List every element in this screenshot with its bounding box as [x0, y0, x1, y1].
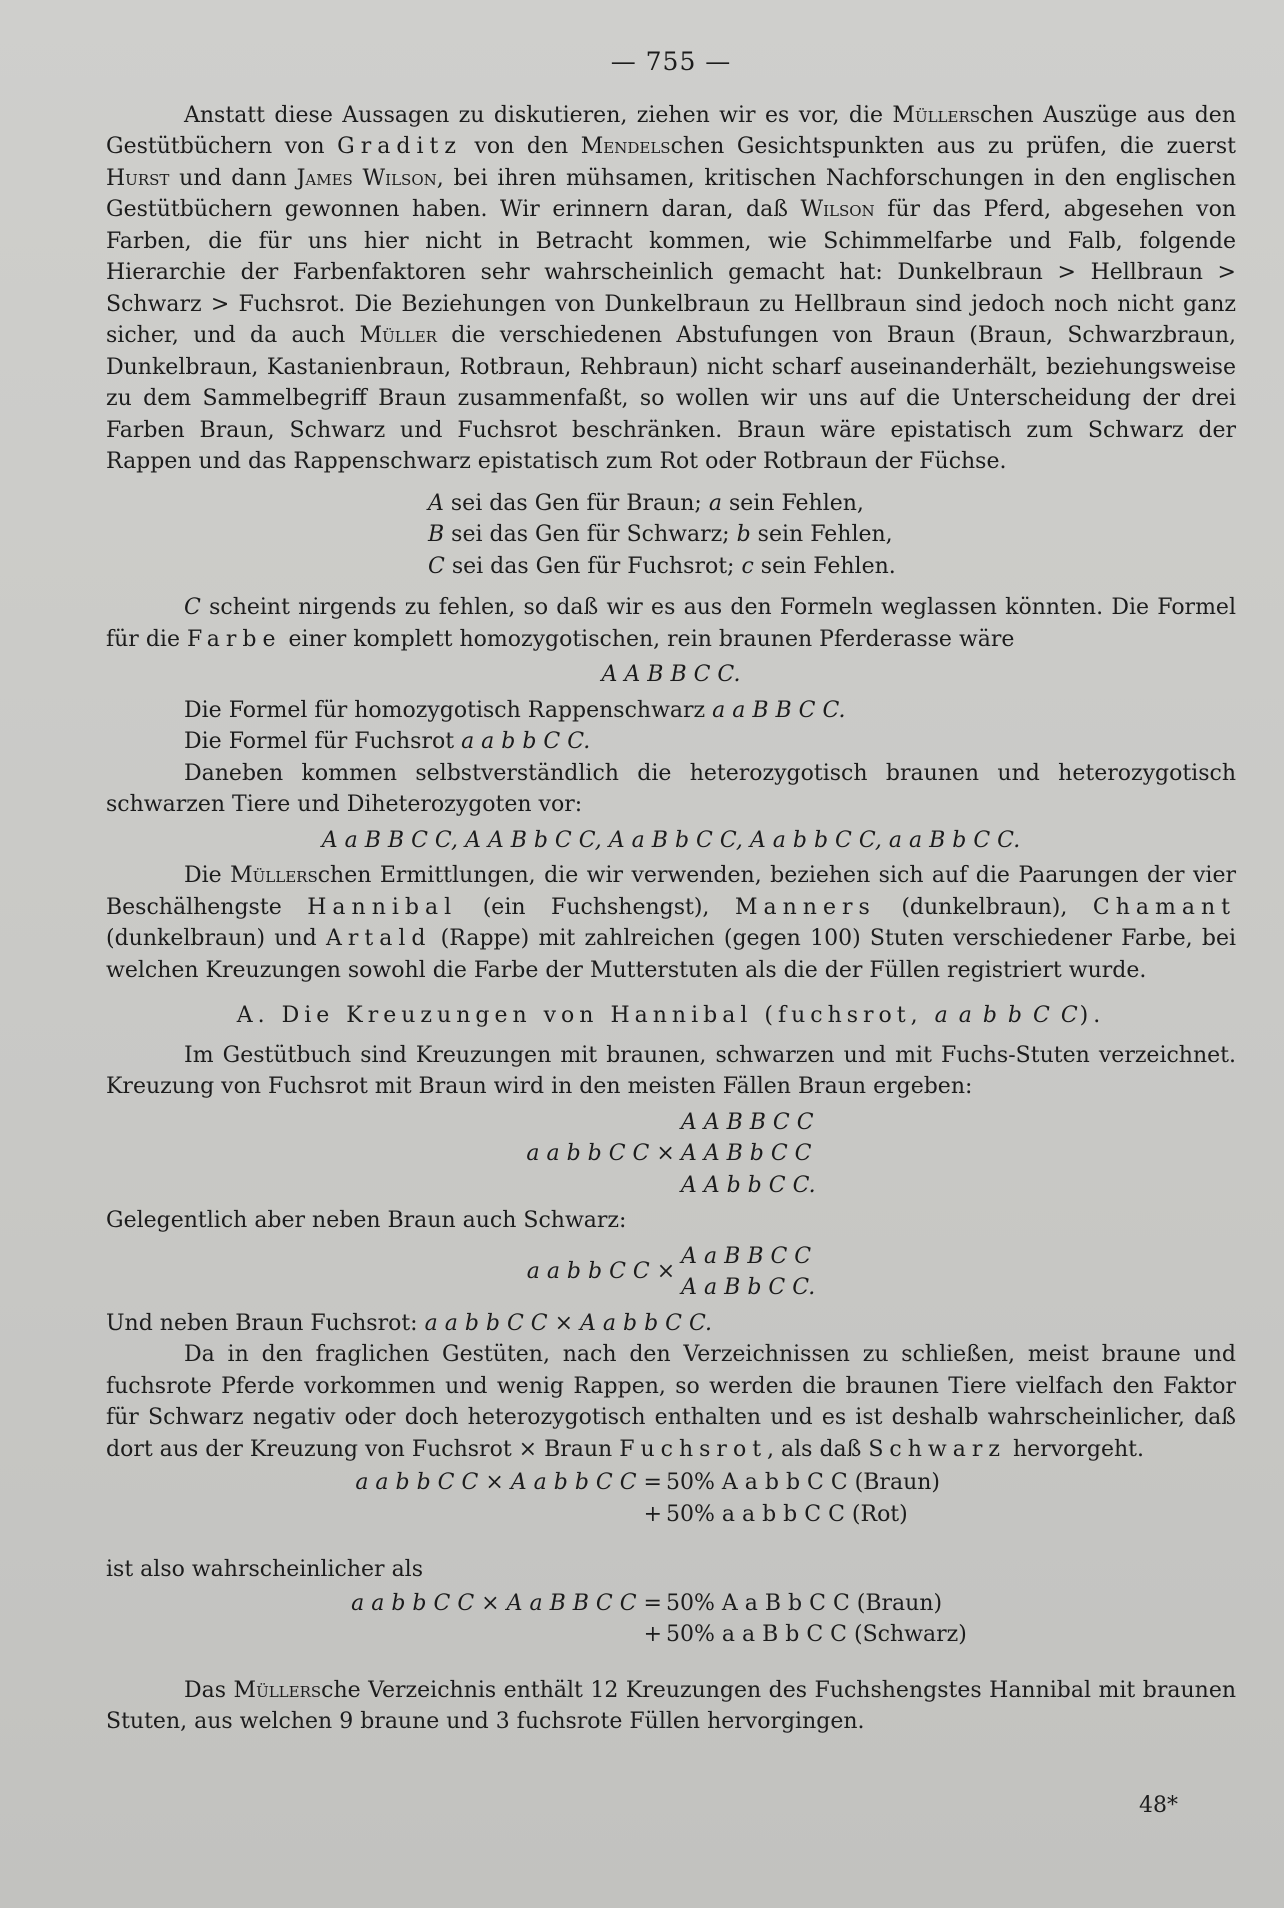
stallion-name: Chamant	[1092, 894, 1236, 920]
stallion-name: Manners	[734, 894, 876, 920]
text: sei das Gen für Fuchsrot;	[444, 553, 742, 579]
cross-braun	[106, 1107, 1236, 1202]
text: Die Formel für Fuchsrot	[184, 729, 462, 754]
page-number: — 755 —	[610, 47, 732, 76]
result-rhs: 50% A a B b C C (Braun)	[666, 1590, 943, 1616]
text: sein Fehlen,	[721, 490, 864, 516]
result-row	[106, 1467, 1236, 1499]
text: (Rappe) mit zahlreichen (gegen 100) Stuten verschiedener Farbe, bei welchen Kreuzungen sowohl die Farbe der Mutterstuten als die der Füllen registriert wurde.	[106, 926, 1237, 983]
cross-result: A a B B C C	[681, 1243, 812, 1269]
paragraph-intro	[106, 100, 1236, 478]
line-also: ist also wahrscheinlicher als	[106, 1557, 424, 1582]
text: sei das Gen für Braun;	[443, 490, 709, 516]
author-name: Müllers	[892, 102, 981, 128]
cross-schwarz	[106, 1241, 1236, 1304]
line-rappen	[106, 695, 1236, 727]
formula-rappen: a a B B C C.	[712, 697, 846, 723]
section-heading	[106, 1000, 1236, 1032]
line-gelegentlich: Gelegentlich aber neben Braun auch Schwarz:	[106, 1208, 627, 1233]
text: scheint nirgends zu fehlen, so daß wir es aus den Formeln weglassen könnten. Die Formel für die	[106, 595, 1236, 652]
text: sein Fehlen.	[753, 553, 896, 579]
gene-symbol: a	[708, 490, 722, 516]
spaced-word: Fuchsrot	[619, 1436, 768, 1462]
text: von den	[461, 134, 581, 159]
result-row	[106, 1619, 1236, 1651]
formula-fuchs: a a b b C C.	[461, 729, 591, 754]
heading-text: A. Die Kreuzungen von Hannibal (fuchsrot,	[236, 1003, 935, 1028]
text: che Verzeichnis enthält 12 Kreuzungen des Fuchshengstes Hannibal mit braunen Stuten, aus welchen 9 braune und 3 fuchsrote Füllen hervorgingen.	[106, 1677, 1237, 1734]
text: sein Fehlen,	[750, 522, 893, 547]
text: , bei ihren mühsamen, kritischen Nachforschungen in den englischen Gestütbüchern gewonnen haben. Wir erinnern daran, daß	[106, 165, 1236, 222]
paragraph-crossings: Im Gestütbuch sind Kreuzungen mit braunen, schwarzen und mit Fuchs-Stuten verzeichnet. Kreuzung von Fuchsrot mit Braun wird in den meisten Fällen Braun ergeben:	[106, 1042, 1236, 1099]
text: und dann	[169, 165, 297, 191]
author-name: Wilson	[800, 197, 875, 222]
cross-result: A a B b C C.	[681, 1275, 816, 1300]
line-fuchs	[106, 726, 1236, 758]
stallion-name: Hannibal	[307, 894, 458, 920]
result-lhs: a a b b C C × A a b b C C =	[355, 1470, 662, 1495]
author-name: Hurst	[106, 165, 170, 191]
text: (dunkelbraun) und	[106, 926, 326, 951]
paragraph-verzeichnis	[106, 1675, 1236, 1738]
gene-definitions	[428, 488, 1236, 583]
result-rhs: 50% A a b b C C (Braun)	[666, 1470, 940, 1495]
cross-left: a a b b C C ×	[526, 1259, 676, 1285]
cross-results	[681, 1107, 816, 1202]
gene-symbol: C	[184, 595, 201, 620]
gene-symbol: B	[428, 522, 445, 547]
text: einer komplett homozygotischen, rein braunen Pferderasse wäre	[281, 626, 1015, 652]
formula-braun: A A B B C C.	[601, 662, 741, 687]
text: die verschiedenen Abstufungen von Braun (Braun, Schwarzbraun, Dunkelbraun, Kastanienbraun, Rotbraun, Rehbraun) nicht scharf auseinanderhält, beziehungsweise zu dem Sammelbegriff Braun zusammenfaßt, so wollen wir uns auf die Unterscheidung der drei Farben Braun, Schwarz und Fuchsrot beschränken. Braun wäre epistatisch zum Schwarz der Rappen und das Rappenschwarz epistatisch zum Rot oder Rotbraun der Füchse.	[106, 323, 1237, 474]
gene-line	[428, 551, 1236, 583]
text: Und neben Braun Fuchsrot:	[106, 1310, 425, 1336]
heading-text: ).	[1079, 1003, 1106, 1028]
cross-result: A A B b C C	[680, 1141, 812, 1166]
spaced-word: Schwarz	[868, 1436, 1006, 1462]
result-rhs: 50% a a B b C C (Schwarz)	[666, 1622, 967, 1647]
author-name: James Wilson	[296, 165, 437, 191]
text: Da in den fraglichen Gestüten, nach den Verzeichnissen zu schließen, meist braune und fuchsrote Pferde vorkommen und wenig Rappen, so werden die braunen Tiere vielfach den Faktor für Schwarz negativ oder doch heterozygotisch enthalten und es ist deshalb wahrscheinlicher, daß dort aus der Kreuzung von Fuchsrot × Braun	[106, 1342, 1236, 1462]
paragraph-stallions	[106, 860, 1236, 986]
author-name: Müller	[359, 323, 437, 348]
text: , als daß	[767, 1436, 869, 1462]
cross-left: a a b b C C ×	[526, 1141, 675, 1166]
text: Die Formel für homozygotisch Rappenschwarz	[184, 697, 713, 723]
text: Anstatt diese Aussagen zu diskutieren, ziehen wir es vor, die	[184, 102, 893, 128]
text: (dunkelbraun),	[875, 894, 1093, 920]
result-lhs: +	[643, 1622, 662, 1647]
paragraph-hetero: Daneben kommen selbstverständlich die heterozygotisch braunen und heterozygotisch schwarzen Tiere und Diheterozygoten vor:	[106, 760, 1236, 817]
heading-formula: a a b b C C	[934, 1003, 1080, 1028]
text: (ein Fuchshengst),	[457, 894, 735, 920]
gene-symbol: b	[736, 522, 751, 547]
result-row	[106, 1499, 1236, 1531]
gene-line	[428, 519, 1236, 551]
cross-results	[681, 1241, 815, 1304]
result-row	[106, 1588, 1236, 1620]
text: für das Pferd, abgesehen von Farben, die für uns hier nicht in Betracht kommen, wie Schimmelfarbe und Falb, folgende Hierarchie der Farbenfaktoren sehr wahrscheinlich gemacht hat: Dunkelbraun > Hellbraun > Schwarz > Fuchsrot. Die Beziehungen von Dunkelbraun zu Hellbraun sind jedoch noch nicht ganz sicher, und da auch	[106, 197, 1237, 348]
formula: a a b b C C × A a b b C C.	[424, 1310, 713, 1336]
result-rot	[106, 1467, 1236, 1530]
signature-mark: 48*	[1139, 1793, 1178, 1818]
author-name: Mendels	[580, 134, 671, 159]
paragraph-formula-intro	[106, 592, 1236, 655]
text: chen Gesichtspunkten aus zu prüfen, die zuerst	[670, 134, 1237, 159]
gene-symbol: c	[741, 553, 754, 579]
text: chen Ermittlungen, die wir verwenden, beziehen sich auf die Paarungen der vier Beschälhengste	[106, 863, 1236, 920]
author-name: Müllers	[233, 1677, 322, 1703]
text: chen Auszüge aus den Gestütbüchern von	[106, 102, 1236, 159]
formula-hetero: A a B B C C, A A B b C C, A a B b C C, A a b b C C, a a B b C C.	[321, 827, 1021, 853]
place-name: Graditz	[337, 134, 462, 159]
text: hervorgeht.	[1005, 1436, 1144, 1462]
author-name: Müllers	[230, 863, 318, 888]
spaced-word: Farbe	[186, 626, 282, 652]
result-schwarz	[106, 1588, 1236, 1651]
gene-symbol: A	[428, 490, 444, 516]
text: Die	[184, 863, 231, 888]
gene-line	[428, 488, 1236, 520]
result-lhs: a a b b C C × A a B B C C =	[351, 1590, 662, 1616]
text: sei das Gen für Schwarz;	[444, 522, 737, 547]
cross-result: A A b b C C.	[680, 1172, 816, 1198]
stallion-name: Artald	[325, 926, 432, 951]
cross-result: A A B B C C	[680, 1109, 814, 1135]
text: Das	[184, 1677, 234, 1703]
gene-symbol: C	[428, 553, 445, 579]
result-rhs: 50% a a b b C C (Rot)	[666, 1501, 908, 1527]
result-lhs: +	[643, 1501, 662, 1527]
paragraph-stutereien	[106, 1339, 1236, 1465]
line-fuchsrot	[106, 1308, 1236, 1340]
